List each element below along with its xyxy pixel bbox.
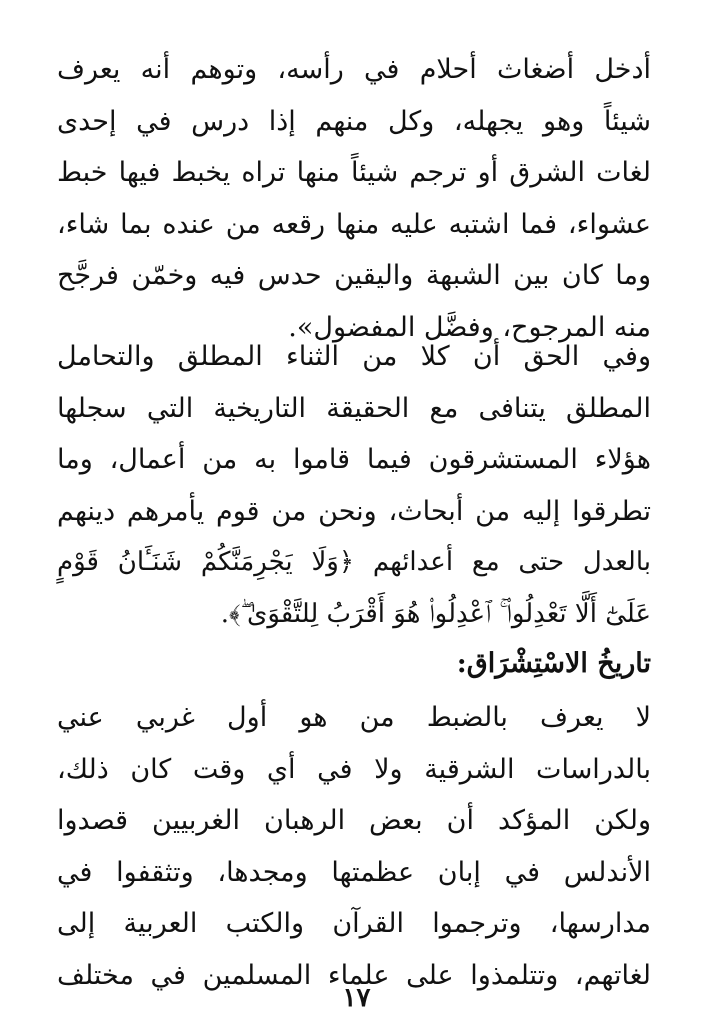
paragraph-line: لغات الشرق أو ترجم شيئاً منها تراه يخبط فيها خبط [57,157,651,188]
section-heading: تاريخُ الاسْتِشْرَاق: [456,648,651,679]
paragraph-line: شيئاً وهو يجهله، وكل منهم إذا درس في إحدى [57,105,651,137]
paragraph-line: وما كان بين الشبهة واليقين حدس فيه وخمّن فرجَّح [57,260,651,291]
paragraph-line: هؤلاء المستشرقون فيما قاموا به من أعمال، وما [57,444,651,475]
paragraph-line: ولكن المؤكد أن بعض الرهبان الغربيين قصدوا [57,805,651,836]
paragraph-line: عشواء، فما اشتبه عليه منها رقعه من عنده بما شاء، [57,208,651,240]
paragraph-1 [57,44,651,353]
paragraph-line: لغاتهم، وتتلمذوا على علماء المسلمين في مختلف [57,959,651,991]
paragraph-line: أدخل أضغاث أحلام في رأسه، وتوهم أنه يعرف [57,54,651,85]
paragraph-3 [57,692,651,1001]
paragraph-line: الأندلس في إبان عظمتها ومجدها، وتثقفوا في [57,856,651,888]
quran-verse-line: عَلَىٰٓ أَلَّا تَعْدِلُوا۟ ۚ ٱعْدِلُوا۟ هُوَ أَقْرَبُ لِلتَّقْوَىٰ ۖ﴾. [220,598,651,629]
paragraph-line: وفي الحق أن كلا من الثناء المطلق والتحامل [57,341,651,372]
paragraph-line: لا يعرف بالضبط من هو أول غربي عني [57,702,651,733]
quran-verse-line: بالعدل حتى مع أعدائهم ﴿وَلَا يَجْرِمَنَّكُمْ شَنَـَٔانُ قَوْمٍ [57,547,651,577]
paragraph-line: منه المرجوح، وفضَّل المفضول». [288,311,651,343]
paragraph-line: المطلق يتنافى مع الحقيقة التاريخية التي سجلها [57,392,651,424]
paragraph-2 [57,331,651,640]
paragraph-line: مدارسها، وترجموا القرآن والكتب العربية إلى [57,908,651,939]
paragraph-line: تطرقوا إليه من أبحاث، ونحن من قوم يأمرهم دينهم [57,495,651,527]
page-number: ١٧ [342,983,371,1013]
paragraph-line: بالدراسات الشرقية ولا في أي وقت كان ذلك، [57,753,651,785]
